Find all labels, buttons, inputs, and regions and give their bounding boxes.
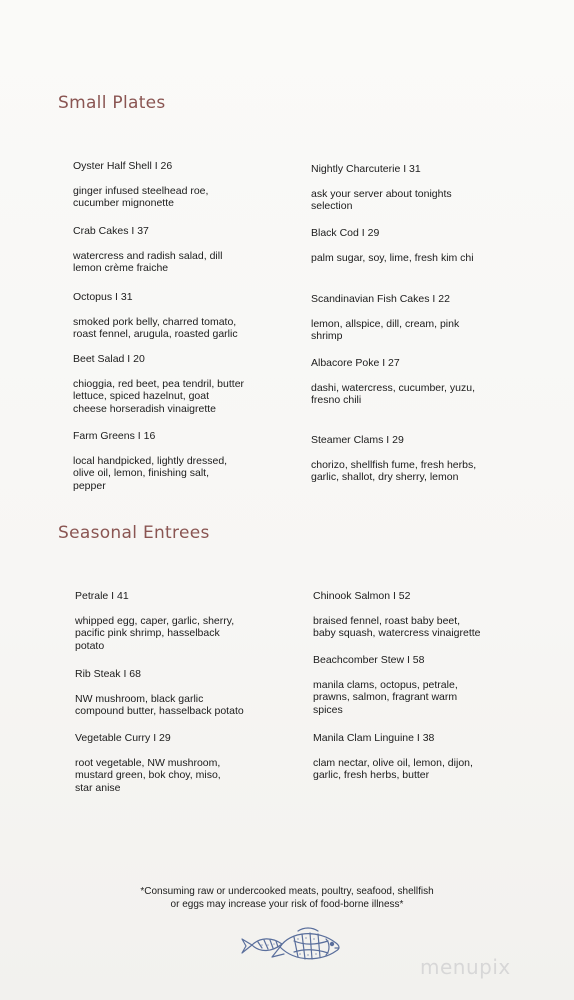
menu-item-description: manila clams, octopus, petrale, prawns, salmon, fragrant warm spices (313, 678, 458, 716)
menu-item-beachcomber-stew (313, 641, 458, 729)
menupix-watermark: menupix (420, 955, 511, 979)
menu-item-name: Albacore Poke I 27 (311, 356, 400, 369)
menu-item-description: whipped egg, caper, garlic, sherry, pacific pink shrimp, hasselback potato (75, 614, 235, 652)
menu-item-description: watercress and radish salad, dill lemon crème fraiche (73, 249, 223, 275)
menu-item-name: Black Cod I 29 (311, 226, 380, 239)
menu-item-description: ask your server about tonights selection (311, 187, 452, 213)
menu-item-petrale (75, 577, 234, 665)
menu-item-crab-cakes (73, 212, 222, 288)
menu-item-description: braised fennel, roast baby beet, baby squash, watercress vinaigrette (313, 614, 481, 640)
menu-item-name: Farm Greens I 16 (73, 429, 156, 442)
section-title-seasonal-entrees: Seasonal Entrees (58, 523, 210, 543)
menu-item-steamer-clams (311, 421, 476, 497)
menu-item-albacore-poke (311, 344, 475, 420)
menu-item-description: dashi, watercress, cucumber, yuzu, fresno chili (311, 381, 475, 407)
menu-item-name: Nightly Charcuterie I 31 (311, 162, 421, 175)
menu-item-description: NW mushroom, black garlic compound butter, hasselback potato (75, 692, 244, 718)
menu-item-name: Vegetable Curry I 29 (75, 731, 171, 744)
menu-item-beet-salad (73, 340, 244, 428)
menu-item-name: Manila Clam Linguine I 38 (313, 731, 435, 744)
menu-item-description: lemon, allspice, dill, cream, pink shrimp (311, 317, 460, 343)
menu-item-name: Beet Salad I 20 (73, 352, 145, 365)
menu-item-farm-greens (73, 417, 227, 505)
menu-item-black-cod (311, 214, 474, 277)
food-safety-disclaimer: *Consuming raw or undercooked meats, poultry, seafood, shellfish or eggs may increase your risk of food-borne illness* (140, 886, 434, 910)
menu-item-name: Oyster Half Shell I 26 (73, 159, 173, 172)
menu-item-description: clam nectar, olive oil, lemon, dijon, garlic, fresh herbs, butter (313, 756, 473, 782)
menu-item-description: ginger infused steelhead roe, cucumber mignonette (73, 184, 209, 210)
menu-item-description: smoked pork belly, charred tomato, roast fennel, arugula, roasted garlic (73, 315, 238, 341)
menu-item-description: chorizo, shellfish fume, fresh herbs, garlic, shallot, dry sherry, lemon (311, 458, 477, 484)
menu-item-name: Rib Steak I 68 (75, 667, 141, 680)
menu-item-description: chioggia, red beet, pea tendril, butter lettuce, spiced hazelnut, goat cheese horseradish vinaigrette (73, 377, 245, 415)
fish-logo-icon (238, 927, 346, 967)
section-title-small-plates: Small Plates (58, 93, 166, 113)
menu-item-vegetable-curry (75, 719, 221, 807)
menu-item-name: Octopus I 31 (73, 290, 133, 303)
menu-item-name: Scandinavian Fish Cakes I 22 (311, 292, 450, 305)
menu-item-description: local handpicked, lightly dressed, olive oil, lemon, finishing salt, pepper (73, 454, 228, 492)
menu-item-name: Beachcomber Stew I 58 (313, 653, 425, 666)
menu-item-description: palm sugar, soy, lime, fresh kim chi (311, 251, 474, 264)
menu-item-manila-clam-linguine (313, 719, 473, 795)
menu-item-description: root vegetable, NW mushroom, mustard green, bok choy, miso, star anise (75, 756, 221, 794)
menu-item-name: Steamer Clams I 29 (311, 433, 404, 446)
menu-item-name: Petrale I 41 (75, 589, 129, 602)
menu-item-name: Chinook Salmon I 52 (313, 589, 411, 602)
menu-item-name: Crab Cakes I 37 (73, 224, 149, 237)
